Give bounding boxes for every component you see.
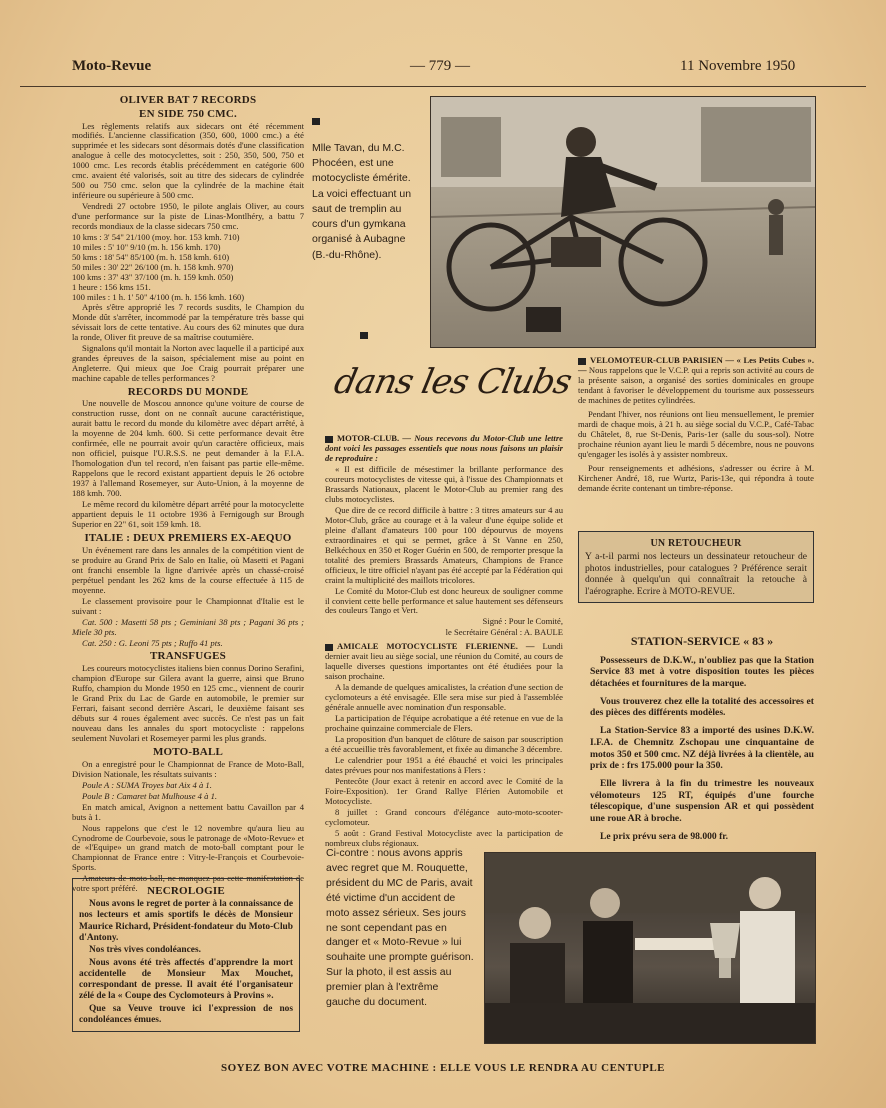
- paragraph: Cat. 250 : G. Leoni 75 pts ; Ruffo 41 pts.: [82, 637, 223, 648]
- paragraph: Pour renseignements et adhésions, s'adresser ou écrire à M. Kirchener André, 18, rue Wurtz, Paris-13e, qui répondra à toute demande écrite contenant un timbre-réponse.: [578, 462, 814, 493]
- paragraph: « Il est difficile de mésestimer la brillante performance des coureurs motocyclistes de vitesse qui, à l'issue des Championnats et Brassards Nationaux, placent le Motor-Club au premier rang des clubs motocyclistes.: [325, 463, 563, 504]
- paragraph: Nous rappelons que c'est le 12 novembre qu'aura lieu au Cynodrome de Courbevoie, sous le patronage de «Moto-Revue» et de «l'Equipe» un grand match de moto-ball comptant pour le Championnat de France entre : Vitry-le-François et Courbevoie-Sports.: [72, 822, 304, 873]
- paragraph: Cat. 500 : Masetti 58 pts ; Geminiani 38 pts ; Pagani 36 pts ; Miele 30 pts.: [72, 616, 304, 637]
- bullet-square-icon: [325, 436, 333, 443]
- paragraph: Une nouvelle de Moscou annonce qu'une voiture de course de construction russe, dont on ne connaît aucune caractéristique, aurait battu le record du monde du kilomètre avec départ arrêté, à la moyenne de 204 kmh. 600. Si cette performance devait être confirmée, elle ne pourrait avoir qu'un caractère officieux, mais non officiel, puisque l'U.R.S.S. ne peut demander à la F.I.A. l'homologation d'un tel record, n'en faisant pas partie elle-même. Rappelons que le record existant appartient depuis le 26 octobre 1937 à l'allemand Rosemeyer, sur Auto-Union, à la moyenne de 188 kmh. 700.: [72, 398, 304, 499]
- clubs-column: [325, 434, 563, 850]
- photo-illustration: [431, 97, 815, 347]
- paragraph: Un événement rare dans les annales de la compétition vient de se produire au Grand Prix de Salo en Italie, où Masetti et Pagani ont franchi ensemble la ligne d'arrivée après un chassé-croisé perpétuel pendant les 262 kms de la course effectuée à 115 de moyenne.: [72, 544, 304, 595]
- record-line: 100 kms : 37' 43" 37/100 (m. h. 159 kmh. 050): [72, 272, 234, 283]
- paragraph: Vendredi 27 octobre 1950, le pilote anglais Oliver, au cours d'une performance sur la piste de Linas-Montlhéry, a battu 7 records mondiaux de la classe sidecars 750 cmc.: [72, 201, 304, 232]
- club-name: MOTOR-CLUB. —: [337, 433, 412, 443]
- clubs-title: dans les Clubs: [330, 362, 575, 402]
- paragraph: Les coureurs motocyclistes italiens bien connus Dorino Serafini, champion d'Europe sur Gilera avant la guerre, ainsi que Bruno Ruffo, champion du Monde 1950 en 125 cmc., viennent de courir le Grand Prix du Lac de Garde en automobile, le premier sur Ferrari, faisant second derrière Ascari, le deuxième faisant ses débuts sur 4 roues également avec succès. Ce n'est pas un fait nouveau dans les annales du sport motocycliste : rappelons seulement Nuvolari et Rosemeyer parmi les plus grands.: [72, 663, 304, 743]
- paragraph: Amateurs de moto-ball, ne manquez pas cette manifestation de votre sport préféré.: [72, 873, 304, 894]
- paragraph: Nos très vives condoléances.: [89, 945, 201, 956]
- section-title: STATION-SERVICE « 83 »: [630, 634, 774, 648]
- section-title: RECORDS DU MONDE: [127, 385, 249, 398]
- record-line: 100 miles : 1 h. 1' 50" 4/100 (m. h. 156 kmh. 160): [72, 291, 245, 302]
- club-text: Nous rappelons que le V.C.P. qui a repris son activité au cours de la présente saison, a organisé des sorties dominicales en groupe tendant à favoriser le développement du tourisme aux possesseurs de machines de petites cylindrées.: [578, 364, 814, 405]
- paragraph: A la demande de quelques amicalistes, la création d'une section de cyclomoteurs a été envisagée. Elle sera mise sur pied à l'assemblée générale annuelle avec nomination d'un responsable.: [325, 682, 564, 713]
- paragraph: Elle livrera à la fin du trimestre les nouveaux vélomoteurs 125 RT, équipés d'une fourche télescopique, d'une suspension AR et qui possèdent une roue AR à broche.: [590, 777, 814, 825]
- caption-text: Mlle Tavan, du M.C. Phocéen, est une motocycliste émérite. La voici effectuant un saut de tremplin au cours d'un gymkana organisé à Aubagne (B.-du-Rhône).: [312, 142, 412, 261]
- issue-date: 11 Novembre 1950: [680, 58, 796, 74]
- paragraph: Signalons qu'il montait la Norton avec laquelle il a participé aux grandes épreuves de la saison, spécialement mise au point en Angleterre. Qui mieux que Joe Craig pourrait préparer une machine capable de telles performances ?: [72, 342, 304, 383]
- paragraph: Vous trouverez chez elle la totalité des accessoires et des pièces des différents modèles.: [590, 695, 814, 719]
- record-line: 50 miles : 30' 22" 26/100 (m. h. 158 kmh. 970): [72, 262, 234, 273]
- paragraph: La Station-Service 83 a importé des usines D.K.W. I.F.A. de Chemnitz Zschopau une cinquantaine de motos 350 et 500 cmc. NZ déjà livrées à la clientèle, au prix de : frs 175.000 pour la 350.: [590, 725, 814, 772]
- bullet-square-icon: [578, 358, 586, 365]
- paragraph: Pentecôte (Jour exact à retenir en accord avec le Comité de la Foire-Exposition). 1er Grand Rallye Flérien Automobile et Motocycliste.: [325, 775, 563, 806]
- ad-text: Y a-t-il parmi nos lecteurs un dessinateur retoucheur de photos industrielles, pour catalogues ? Préférence serait donnée à quelqu'un qui connaîtrait la retouche à l'aérographe. Ecrire à MOTO-REVUE.: [585, 551, 807, 597]
- paragraph: Après s'être approprié les 7 records susdits, le Champion du Monde dût s'arrêter, incommodé par la température très basse qui sévissait lors de cette tentative. Au cours des 62 minutes que dura la ronde, Oliver fit preuve de sa maîtrise coutumière.: [72, 301, 304, 342]
- bullet-square-icon: [360, 332, 368, 339]
- record-line: 1 heure : 156 kms 151.: [72, 282, 151, 292]
- paragraph: Poule A : SUMA Troyes bat Aix 4 à 1.: [82, 779, 212, 790]
- paragraph: Nous avons été très affectés d'apprendre la mort accidentelle de Monsieur Max Mouchet, correspondant de presse. Il avait été l'organisateur zélé de la « Coupe des Cyclomoteurs à Provins ».: [79, 957, 293, 1002]
- club-name: AMICALE MOTOCYCLISTE FLERIENNE. —: [337, 641, 535, 652]
- retoucheur-ad: [578, 531, 814, 603]
- station-column: [590, 628, 814, 843]
- records-list: [72, 233, 304, 303]
- paragraph: Le Comité du Motor-Club est donc heureux de souligner comme il convient cette belle performance et salue hautement ses défenseurs des couleurs Tango et Vert.: [325, 585, 563, 616]
- bullet-square-icon: [312, 118, 320, 125]
- club-text: Lundi dernier avait lieu au siège social, une réunion du Comité, au cours de laquelle diverses questions importantes ont été étudiées pour la saison prochaine.: [325, 641, 563, 682]
- bottom-photo-caption: Ci-contre : nous avons appris avec regret que M. Rouquette, président du MC de Paris, avait été victime d'un accident de moto assez sérieux. Ses jours ne sont cependant pas en danger et « Moto-Revue » lui souhaite une prompte guérison. Sur la photo, il est assis au premier plan à l'extrême gauche du document.: [326, 847, 474, 1009]
- section-title: TRANSFUGES: [150, 650, 226, 663]
- paragraph: Les règlements relatifs aux sidecars ont été récemment modifiés. L'ancienne classification (350, 600, 1000 cmc.) a été supprimée et les sidecars sont désormais dotés d'une classification analogue à celle des motocyclettes, soit : 250, 350, 500, 750 et 1000 cmc. Les records établis précédemment en catégorie 600 cmc. avaient été valorisés, soit au titre des sidecars de cylindrée 500 ou 750 cmc. selon que la cylindrée de la machine était inférieure ou supérieure à 500 cmc.: [72, 120, 304, 201]
- motorcycle-jump-photo: [430, 96, 816, 348]
- signature: le Secrétaire Général : A. BAULE: [445, 627, 563, 638]
- left-column: [72, 92, 304, 895]
- paragraph: 8 juillet : Grand concours d'élégance auto-moto-scooter-cyclomoteur.: [325, 806, 563, 827]
- record-line: 50 kms : 18' 54" 85/100 (m. h. 158 kmh. 610): [72, 252, 230, 263]
- necrology-box: [72, 878, 300, 1032]
- article-subtitle: EN SIDE 750 CMC.: [139, 107, 237, 120]
- page-footer-slogan: SOYEZ BON AVEC VOTRE MACHINE : ELLE VOUS LE RENDRA AU CENTUPLE: [220, 1062, 666, 1074]
- page-number: — 779 —: [410, 58, 470, 74]
- paragraph: Le classement provisoire pour le Championnat d'Italie est le suivant :: [72, 595, 304, 616]
- paragraph: En match amical, Avignon a nettement battu Cavaillon par 4 buts à 1.: [72, 801, 304, 822]
- trophy-photo: [484, 852, 816, 1044]
- paragraph: La participation de l'équipe acrobatique a été retenue en vue de la prochaine quinzaine commerciale de Flers.: [325, 713, 563, 734]
- paragraph: Le prix prévu sera de 98.000 fr.: [600, 830, 729, 842]
- right-column: [578, 356, 814, 495]
- photo-illustration: [485, 853, 815, 1043]
- paragraph: On a enregistré pour le Championnat de France de Moto-Ball, Division Nationale, les résultats suivants :: [72, 758, 304, 779]
- section-title: MOTO-BALL: [152, 745, 224, 758]
- article-title: OLIVER BAT 7 RECORDS: [119, 94, 257, 106]
- paragraph: Le calendrier pour 1951 a été ébauché et voici les principales dates prévues pour nos manifestations à Flers :: [325, 755, 563, 775]
- record-line: 10 kms : 3' 54" 21/100 (moy. hor. 153 kmh. 710): [72, 232, 240, 243]
- paragraph: La proposition d'un banquet de clôture de saison par souscription a été accueillie très favorablement, et fixée au dimanche 3 décembre.: [325, 734, 563, 755]
- paragraph: Nous avons le regret de porter à la connaissance de nos lecteurs et amis sportifs le décès de Monsieur Maurice Richard, Président-fondateur du Moto-Club d'Antony.: [79, 899, 293, 944]
- paragraph: [325, 642, 563, 682]
- top-photo-caption: [312, 118, 422, 263]
- paragraph: Pendant l'hiver, nos réunions ont lieu mensuellement, le premier mardi de chaque mois, à 21 h. au siège social du V.C.P., Café-Tabac du Châtelet, 8, rue St-Denis, Paris-1er (salle du sous-sol). Notre prochaine réunion ayant lieu le mardi 5 décembre, nous ne pouvons qu'engager les isolés à y assister nombreux.: [578, 408, 814, 459]
- necrology-title: NECROLOGIE: [147, 885, 225, 897]
- club-name: VELOMOTEUR-CLUB PARISIEN — « Les Petits Cubes ». —: [578, 355, 814, 375]
- paragraph: 5 août : Grand Festival Motocycliste avec la participation de nombreux clubs régionaux.: [325, 827, 563, 848]
- paragraph: [578, 356, 814, 406]
- paragraph: Le même record du kilomètre départ arrêté pour la motocyclette appartient depuis le 11 octobre 1936 à Fernigough sur Brough Superior en 22" 61, soit 159 kmh. 18.: [72, 499, 304, 530]
- paragraph: Poule B : Camaret bat Mulhouse 4 à 1.: [82, 790, 218, 801]
- paragraph: [325, 434, 563, 464]
- header-rule: [20, 86, 866, 87]
- bullet-square-icon: [325, 644, 333, 651]
- paragraph: Possesseurs de D.K.W., n'oubliez pas que la Station Service 83 met à votre disposition toutes les pièces détachées et fournitures de la marque.: [590, 654, 814, 690]
- section-title: ITALIE : DEUX PREMIERS EX-AEQUO: [84, 532, 292, 545]
- paragraph: Que dire de ce record difficile à battre : 3 titres amateurs sur 4 au Motor-Club, grâce au courage et à la valeur d'une équipe solide et pleine d'allant d'amateurs 100 pour 100 dépourvus de moyens extraordinaires et qui se permet, grâce à St Vanne en 250, Belkéchoux en 350 et Roger Guérin en 500, de remporter presque la totalité des premiers Brassards Amateurs, Champions de France officieux, le titre officiel n'ayant pas été accepté par la Fédération qui craint la multiplicité des maillots tricolores.: [325, 504, 563, 585]
- record-line: 10 miles : 5' 10" 9/10 (m. h. 156 kmh. 170): [72, 242, 221, 253]
- paragraph: Que sa Veuve trouve ici l'expression de nos condoléances émues.: [79, 1003, 293, 1025]
- magazine-name: Moto-Revue: [72, 58, 152, 74]
- ad-title: UN RETOUCHEUR: [650, 538, 742, 549]
- signature: Signé : Pour le Comité,: [482, 616, 563, 627]
- club-intro: Nous recevons du Motor-Club une lettre dont voici les passages essentiels que nous nous faisons un plaisir de reproduire :: [325, 433, 563, 463]
